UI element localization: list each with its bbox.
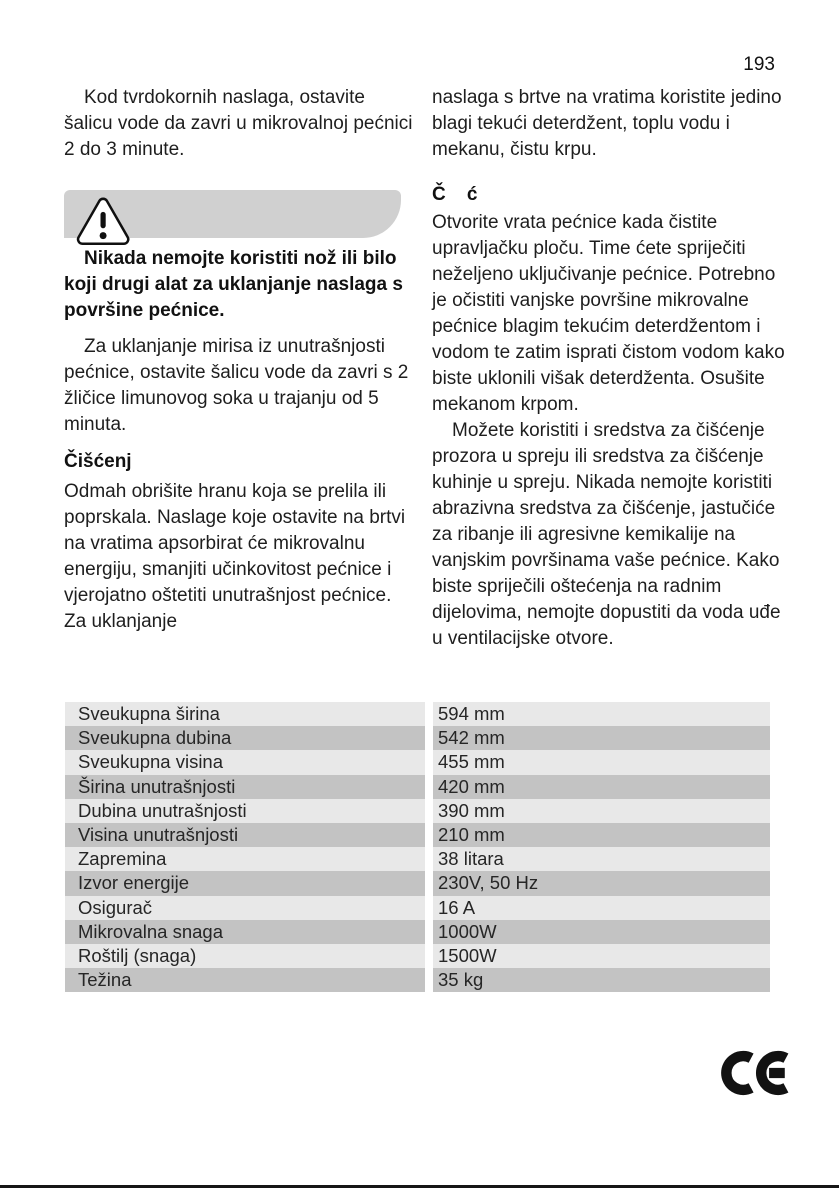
spec-value: 542 mm — [433, 726, 770, 750]
spec-table — [65, 702, 770, 992]
spec-value: 230V, 50 Hz — [433, 871, 770, 895]
right-paragraph-control-panel: Otvorite vrata pećnice kada čistite upravljačku ploču. Time ćete spriječiti neželjeno uključivanje pećnice. Potrebno je očistiti vanjske površine mikrovalne pećnice blagim tekućim deterdžentom i vodom te zatim isprati čistom vodom kako biste uklonili višak deterdženta. Osušite mekanom krpom. — [432, 212, 785, 415]
spec-label: Sveukupna širina — [65, 702, 425, 726]
spec-row — [65, 726, 770, 750]
spec-row — [65, 799, 770, 823]
spec-row — [65, 702, 770, 726]
spec-label: Dubina unutrašnjosti — [65, 799, 425, 823]
spec-label: Roštilj (snaga) — [65, 944, 425, 968]
spec-row — [65, 823, 770, 847]
scan-artifact-line — [0, 1185, 839, 1188]
right-paragraph-detergent: naslaga s brtve na vratima koristite jedino blagi tekući deterdžent, toplu vodu i mekanu, čistu krpu. — [432, 87, 782, 160]
warning-triangle-icon — [74, 195, 132, 255]
left-warning-text: Nikada nemojte koristiti nož ili bilo koji drugi alat za uklanjanje naslaga s površine pećnice. — [64, 248, 403, 321]
spec-label: Širina unutrašnjosti — [65, 775, 425, 799]
spec-value: 16 A — [433, 896, 770, 920]
spec-label: Osigurač — [65, 896, 425, 920]
spec-label: Sveukupna visina — [65, 750, 425, 774]
right-paragraph-cleaning-agents: Možete koristiti i sredstva za čišćenje prozora u spreju ili sredstva za čišćenje kuhinje u spreju. Nikada nemojte koristiti abrazivna sredstva za čišćenje, jastučiće za ribanje ili agresivne kemikalije na vanjskim površinama vaše pećnice. Kako biste spriječili oštećenja na radnim dijelovima, nemojte dopustiti da voda uđe u ventilacijske otvore. — [432, 420, 781, 649]
spec-row — [65, 775, 770, 799]
page-number: 193 — [743, 54, 775, 75]
spec-value: 35 kg — [433, 968, 770, 992]
spec-label: Težina — [65, 968, 425, 992]
spec-value: 1500W — [433, 944, 770, 968]
spec-value: 390 mm — [433, 799, 770, 823]
left-paragraph-stubborn-deposits: Kod tvrdokornih naslaga, ostavite šalicu vode da zavri u mikrovalnoj pećnici 2 do 3 minute. — [64, 87, 413, 160]
spec-value: 455 mm — [433, 750, 770, 774]
spec-label: Visina unutrašnjosti — [65, 823, 425, 847]
spec-row — [65, 920, 770, 944]
spec-label: Sveukupna dubina — [65, 726, 425, 750]
spec-value: 38 litara — [433, 847, 770, 871]
right-heading-partial: Č ć — [432, 184, 478, 205]
spec-row — [65, 896, 770, 920]
ce-mark-icon — [718, 1046, 790, 1105]
spec-row — [65, 871, 770, 895]
spec-value: 594 mm — [433, 702, 770, 726]
spec-row — [65, 944, 770, 968]
left-heading-cleaning: Čišćenj — [64, 451, 132, 472]
left-paragraph-odor-removal: Za uklanjanje mirisa iz unutrašnjosti pećnice, ostavite šalicu vode da zavri s 2 žličice limunovog soka u trajanju od 5 minuta. — [64, 336, 409, 435]
left-paragraph-cleaning: Odmah obrišite hranu koja se prelila ili poprskala. Naslage koje ostavite na brtvi na vratima apsorbirat će mikrovalnu energiju, smanjiti učinkovitost pećnice i vjerojatno oštetiti unutrašnjost pećnice. Za uklanjanje — [64, 481, 406, 632]
left-column — [64, 85, 416, 635]
spec-value: 420 mm — [433, 775, 770, 799]
spec-label: Izvor energije — [65, 871, 425, 895]
spec-row — [65, 847, 770, 871]
spec-label: Mikrovalna snaga — [65, 920, 425, 944]
spec-row — [65, 968, 770, 992]
right-column — [432, 85, 792, 652]
spec-row — [65, 750, 770, 774]
spec-label: Zapremina — [65, 847, 425, 871]
spec-value: 210 mm — [433, 823, 770, 847]
warning-banner — [64, 190, 401, 238]
spec-value: 1000W — [433, 920, 770, 944]
